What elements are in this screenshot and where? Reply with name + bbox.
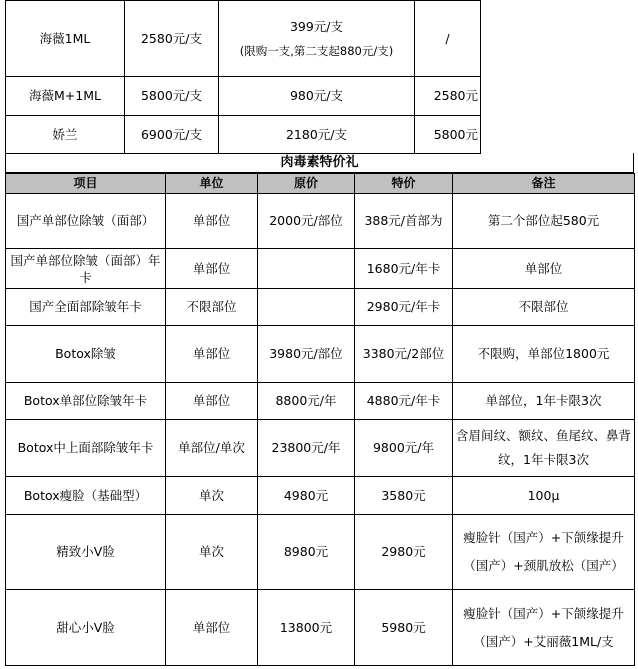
unit-cell: 单部位 (166, 326, 258, 383)
special-price-cell: 2980元/年卡 (355, 289, 453, 326)
special-price-cell: 3380元/2部位 (355, 326, 453, 383)
product-name: 海薇M+1ML (6, 77, 125, 116)
unit-cell: 单部位 (166, 590, 258, 666)
note: 2580元 (415, 77, 481, 116)
original-price-cell: 13800元 (258, 590, 355, 666)
table-row (6, 477, 635, 515)
original-price-cell (258, 289, 355, 326)
table-row (6, 420, 635, 477)
item-cell: 精致小V脸 (6, 515, 166, 590)
unit-cell: 单部位 (166, 249, 258, 289)
section-title: 肉毒素特价礼 (5, 153, 634, 173)
special-price-cell: 5980元 (355, 590, 453, 666)
table-row (6, 383, 635, 420)
special-price: 2180元/支 (219, 116, 415, 154)
special-price (219, 1, 415, 77)
original-price-cell: 8800元/年 (258, 383, 355, 420)
unit-cell: 单部位 (166, 194, 258, 249)
item-cell: Botox瘦脸（基础型） (6, 477, 166, 515)
column-header-item: 项目 (6, 174, 166, 194)
original-price-cell: 4980元 (258, 477, 355, 515)
special-price-condition: (限购一支,第二支起880元/支) (239, 43, 394, 58)
filler-price-table (5, 0, 635, 154)
column-header-note: 备注 (453, 174, 635, 194)
note-cell: 单部位，1年卡限3次 (453, 383, 635, 420)
table-row (6, 590, 635, 666)
product-name: 娇兰 (6, 116, 125, 154)
note: 5800元 (415, 116, 481, 154)
blank-cell (481, 1, 635, 154)
item-cell: 国产单部位除皱（面部）年卡 (6, 249, 166, 289)
unit-cell: 单次 (166, 515, 258, 590)
special-price-cell: 2980元 (355, 515, 453, 590)
item-cell: 甜心小V脸 (6, 590, 166, 666)
table-row (6, 515, 635, 590)
column-header-unit: 单位 (166, 174, 258, 194)
table-row (6, 289, 635, 326)
note-cell: 不限部位 (453, 289, 635, 326)
item-cell: 国产单部位除皱（面部） (6, 194, 166, 249)
original-price-cell: 23800元/年 (258, 420, 355, 477)
column-header-original-price: 原价 (258, 174, 355, 194)
special-price-cell: 1680元/年卡 (355, 249, 453, 289)
note-cell: 含眉间纹、额纹、鱼尾纹、鼻背纹，1年卡限3次 (453, 420, 635, 477)
product-name: 海薇1ML (6, 1, 125, 77)
column-header-special-price: 特价 (355, 174, 453, 194)
note-cell: 瘦脸针（国产）+下颌缘提升（国产）+颈肌放松（国产） (453, 515, 635, 590)
unit-cell: 单部位/单次 (166, 420, 258, 477)
item-cell: Botox除皱 (6, 326, 166, 383)
special-price-cell: 3580元 (355, 477, 453, 515)
unit-cell: 单次 (166, 477, 258, 515)
botox-price-table (5, 173, 635, 666)
note: / (415, 1, 481, 77)
special-price-cell: 4880元/年卡 (355, 383, 453, 420)
original-price-cell (258, 249, 355, 289)
original-price-cell: 3980元/部位 (258, 326, 355, 383)
special-price-line: 399元/支 (289, 18, 344, 34)
table-row (6, 326, 635, 383)
special-price-cell: 9800元/年 (355, 420, 453, 477)
original-price: 6900元/支 (125, 116, 219, 154)
unit-cell: 不限部位 (166, 289, 258, 326)
note-cell: 瘦脸针（国产）+下颌缘提升（国产）+艾丽薇1ML/支 (453, 590, 635, 666)
special-price-cell: 388元/首部为 (355, 194, 453, 249)
special-price: 980元/支 (219, 77, 415, 116)
table-row (6, 1, 635, 77)
original-price-cell: 8980元 (258, 515, 355, 590)
unit-cell: 单部位 (166, 383, 258, 420)
note-cell: 第二个部位起580元 (453, 194, 635, 249)
item-cell: Botox单部位除皱年卡 (6, 383, 166, 420)
item-cell: Botox中上面部除皱年卡 (6, 420, 166, 477)
header-row (6, 174, 635, 194)
original-price: 5800元/支 (125, 77, 219, 116)
original-price: 2580元/支 (125, 1, 219, 77)
note-cell: 不限购，单部位1800元 (453, 326, 635, 383)
table-row (6, 194, 635, 249)
note-cell: 单部位 (453, 249, 635, 289)
note-cell: 100μ (453, 477, 635, 515)
item-cell: 国产全面部除皱年卡 (6, 289, 166, 326)
table-row (6, 249, 635, 289)
original-price-cell: 2000元/部位 (258, 194, 355, 249)
